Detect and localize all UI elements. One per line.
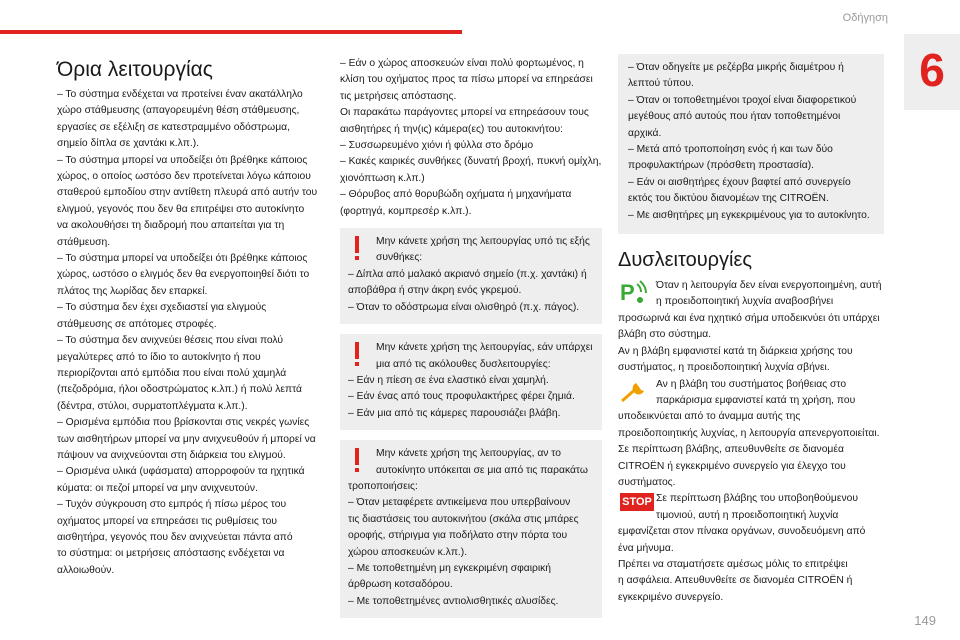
text-line: Πρέπει να σταματήσετε αμέσως μόλις το επιτρέψει — [618, 558, 848, 570]
text-line: – Εάν μια από τις κάμερες παρουσιάζει βλάβη. — [348, 407, 561, 419]
text-line: – Συσσωρευμένο χιόνι ή φύλλα στο δρόμο — [340, 140, 534, 152]
warning-intro — [376, 234, 594, 267]
text-line: κύματα: οι πεζοί μπορεί να μην ανιχνευτούν. — [57, 482, 258, 494]
text-line: παρκάρισμα εμφανιστεί κατά τη χρήση, που — [656, 394, 856, 406]
stop-warning-icon — [618, 491, 656, 521]
text-line: – Το σύστημα δεν ανιχνεύει θέσεις που είναι πολύ — [57, 335, 283, 347]
text-line: Σε περίπτωση βλάβης, απευθυνθείτε σε διανομέα — [618, 444, 844, 456]
text-line: κλίση του οχήματος προς τα πίσω μπορεί να επηρεάσει — [340, 74, 593, 86]
text-line: πάψουν να ανιχνεύονται στη διάρκεια του ελιγμού. — [57, 449, 286, 461]
warning-list — [348, 373, 594, 422]
text-line: – Με αισθητήρες μη εγκεκριμένους για το αυτοκίνητο. — [628, 209, 870, 221]
text-line: – Εάν η πίεση σε ένα ελαστικό είναι χαμηλή. — [348, 374, 549, 386]
text-line: – Εάν ένας από τους προφυλακτήρες φέρει ζημιά. — [348, 391, 575, 403]
svg-text:P: P — [620, 280, 635, 306]
text-line: (δέντρα, στύλοι, συρματοπλέγματα κ.λπ.). — [57, 400, 248, 412]
text-line: χώρος, ωστόσο ο ελιγμός δεν θα ενεργοποιηθεί διότι το — [57, 269, 310, 281]
text-line: μεγέθους από αυτούς που ήταν τοποθετημένοι — [628, 111, 841, 123]
text-line: εμφανίζεται στον πίνακα οργάνων, συνοδευόμενη από — [618, 526, 866, 538]
text-line: (φορτηγά, κομπρεσέρ κ.λπ.). — [340, 205, 472, 217]
text-line: χώρος, ο οποίος ωστόσο δεν προτείνεται λόγω κάποιου — [57, 171, 311, 183]
text-line: Όταν η λειτουργία δεν είναι ενεργοποιημένη, αυτή — [656, 280, 882, 292]
text-line: – Όταν μεταφέρετε αντικείμενα που υπερβαίνουν — [348, 497, 571, 509]
continued-warning-box — [618, 54, 884, 234]
text-line: – Όταν το οδόστρωμα είναι ολισθηρό (π.χ. πάγος). — [348, 301, 580, 313]
malfunction-paragraph-1-rest — [618, 311, 884, 377]
text-line: – Το σύστημα μπορεί να υποδείξει ότι βρέθηκε κάποιος — [57, 253, 308, 265]
text-line: – Με τοποθετημένη μη εγκεκριμένη σφαιρική — [348, 562, 552, 574]
text-line: βλάβη στο σύστημα. — [618, 329, 712, 341]
text-line: Μην κάνετε χρήση της λειτουργίας υπό τις εξής — [376, 236, 590, 248]
text-line: η ασφάλεια. Απευθυνθείτε σε διανομέα CITROËN ή — [618, 575, 853, 587]
malfunction-paragraph-2 — [656, 377, 884, 410]
heading-malfunctions: Δυσλειτουργίες — [618, 249, 753, 272]
chapter-number: 6 — [904, 34, 960, 110]
text-line: λεπτού τύπου. — [628, 78, 694, 90]
page-number: 149 — [914, 613, 936, 628]
text-line: Οι παρακάτω παράγοντες μπορεί να επηρεάσουν τους — [340, 107, 589, 119]
text-line: ένα μήνυμα. — [618, 542, 674, 554]
text-line: πλάτος της λωρίδας δεν επαρκεί. — [57, 285, 208, 297]
text-line: μια από τις ακόλουθες δυσλειτουργίες: — [376, 358, 551, 370]
text-line: σημείο δίπλα σε χαντάκι κ.λπ.). — [57, 138, 200, 150]
warning-exclamation-icon — [348, 446, 376, 476]
text-line: μεγαλύτερες από το ίδιο το αυτοκίνητο ή που — [57, 351, 261, 363]
text-line: – Δίπλα από μαλακό ακριανό σημείο (π.χ. χαντάκι) ή — [348, 268, 587, 280]
text-line: τις διαστάσεις του αυτοκινήτου (σκάλα στις μπάρες — [348, 513, 579, 525]
text-line: εργασίες σε εξέλιξη σε κατεστραμμένο οδόστρωμα, — [57, 121, 290, 133]
warning-list — [348, 267, 594, 316]
text-line: χιονόπτωση κ.λπ.) — [340, 172, 425, 184]
text-line: – Όταν οδηγείτε με ρεζέρβα μικρής διαμέτρου ή — [628, 62, 844, 73]
header-accent-bar — [0, 30, 462, 34]
warning-box-modifications — [340, 440, 602, 618]
text-line: – Το σύστημα δεν έχει σχεδιαστεί για ελιγμούς — [57, 302, 267, 314]
text-line: αλλοιωθούν. — [57, 564, 115, 576]
text-line: προσωρινά και ένα ηχητικό σήμα υποδεικνύει ότι υπάρχει — [618, 312, 880, 324]
text-line: – Με τοποθετημένες αντιολισθητικές αλυσίδες. — [348, 595, 559, 607]
text-line: τροποποιήσεις: — [348, 480, 418, 492]
text-line: συνθήκες: — [376, 252, 423, 264]
text-line: να ακολουθήσει τη διαδρομή που απαιτείται για τη — [57, 220, 285, 232]
text-line: Μην κάνετε χρήση της λειτουργίας, εάν υπάρχει — [376, 342, 593, 354]
heading-operating-limits: Όρια λειτουργίας — [57, 58, 213, 81]
malfunction-paragraph-2-rest — [618, 409, 884, 491]
text-line: – Το σύστημα ενδέχεται να προτείνει έναν ακατάλληλο — [57, 89, 303, 100]
park-assist-green-icon — [618, 278, 656, 308]
text-line: υποδεικνύεται από το άναμμα αυτής της — [618, 411, 801, 423]
text-line: προφυλακτήρων (πρόσθετη προστασία). — [628, 160, 815, 172]
limits-text — [57, 87, 319, 579]
column-2 — [340, 56, 602, 618]
text-line: αυτοκίνητο υπόκειται σε μια από τις παρακάτω — [376, 464, 588, 476]
factors-text — [340, 56, 602, 220]
text-line: Αν η βλάβη του συστήματος βοήθειας στο — [656, 378, 847, 390]
text-line: σταθερού εμποδίου στην αντίθετη πλευρά από αυτήν του — [57, 187, 318, 199]
text-line: – Θόρυβος από θορυβώδη οχήματα ή μηχανήματα — [340, 189, 572, 201]
text-line: χώρο στάθμευσης (απαγορευμένη θέση στάθμευσης, — [57, 105, 300, 117]
text-line: – Μετά από τροποποίηση ενός ή και των δύο — [628, 144, 833, 156]
wrench-warning-icon — [618, 377, 656, 407]
malfunction-paragraph-3-rest — [618, 524, 884, 606]
text-line: αρχικά. — [628, 127, 662, 139]
text-line: συστήματος. — [618, 476, 676, 488]
text-line: τιμονιού, αυτή η προειδοποιητική λυχνία — [656, 509, 839, 521]
text-line: τις μετρήσεις απόστασης. — [340, 90, 457, 102]
warning-box-malfunctions — [340, 334, 602, 430]
text-line: – Εάν οι αισθητήρες έχουν βαφτεί από συνεργείο — [628, 176, 851, 188]
text-line: το σύστημα: οι μετρήσεις απόστασης ενδέχεται να — [57, 548, 285, 560]
text-line: Αν η βλάβη εμφανιστεί κατά τη διάρκεια χρήσης του — [618, 345, 853, 357]
text-line: – Εάν ο χώρος αποσκευών είναι πολύ φορτωμένος, η — [340, 58, 584, 69]
text-line: προειδοποιητικής λυχνίας, η λειτουργία απενεργοποιείται. — [618, 427, 880, 439]
text-line: χώρου αποσκευών κ.λπ.). — [348, 546, 468, 558]
warning-exclamation-icon — [348, 234, 376, 264]
text-line: – Όταν οι τοποθετημένοι τροχοί είναι διαφορετικού — [628, 94, 857, 106]
text-line: – Κακές καιρικές συνθήκες (δυνατή βροχή, πυκνή ομίχλη, — [340, 156, 602, 168]
stop-badge: STOP — [620, 493, 654, 511]
text-line: – Ορισμένα εμπόδια που βρίσκονται στις νεκρές γωνίες — [57, 417, 310, 429]
text-line: στάθμευσης σε απότομες στροφές. — [57, 318, 217, 330]
text-line: – Το σύστημα μπορεί να υποδείξει ότι βρέθηκε κάποιος — [57, 154, 308, 166]
text-line: οχήματος μπορεί να επηρεάσει τις ρυθμίσεις του — [57, 515, 277, 527]
text-line: άρθρωση κοτσαδόρου. — [348, 579, 453, 591]
malfunction-paragraph-3 — [656, 491, 884, 524]
text-line: εγκεκριμένο συνεργείο. — [618, 591, 724, 603]
warning-box-conditions — [340, 228, 602, 324]
text-line: ελιγμού, γεγονός που δεν θα επιτρέψει στο αυτοκίνητο — [57, 203, 305, 215]
warning-intro — [376, 340, 594, 373]
text-line: – Τυχόν σύγκρουση στο εμπρός ή πίσω μέρος του — [57, 499, 287, 511]
text-line: (πεζοδρόμια, ήλοι οδοστρώματος κ.λπ.) ή πολύ λεπτά — [57, 384, 302, 396]
text-line: CITROËN ή εγκεκριμένο συνεργείο για έλεγχο του — [618, 460, 846, 472]
text-line: αποβάθρα ή στην άκρη ενός γκρεμού. — [348, 285, 522, 297]
text-line: των αισθητήρων μπορεί να μην ανιχνευθούν ή μπορεί να — [57, 433, 316, 445]
warning-intro — [376, 446, 594, 479]
column-1 — [57, 58, 319, 579]
warning-list — [348, 479, 594, 610]
text-line: οροφής, στήριγμα για ποδήλατο στην πόρτα του — [348, 530, 568, 542]
warning-exclamation-icon — [348, 340, 376, 370]
text-line: – Ορισμένα υλικά (υφάσματα) απορροφούν τα ηχητικά — [57, 466, 305, 478]
text-line: εκτός του δικτύου διανομέων της CITROËN. — [628, 193, 829, 205]
text-line: Μην κάνετε χρήση της λειτουργίας, αν το — [376, 448, 561, 460]
column-3 — [618, 54, 884, 606]
text-line: Σε περίπτωση βλάβης του υποβοηθούμενου — [656, 493, 858, 505]
text-line: περιορίζονται από εμπόδια που είναι πολύ χαμηλά — [57, 367, 287, 379]
text-line: συστήματος, η προειδοποιητική λυχνία σβήνει. — [618, 362, 830, 374]
text-line: στάθμευση. — [57, 236, 111, 248]
text-line: αισθητήρες ή την(ις) κάμερα(ες) του αυτοκινήτου: — [340, 123, 564, 135]
text-line: η προειδοποιητική λυχνία αναβοσβήνει — [656, 296, 834, 308]
text-line: αισθητήρα, γεγονός που δεν ανιχνεύεται πάντα από — [57, 531, 293, 543]
malfunction-paragraph-1 — [656, 278, 884, 311]
section-title: Οδήγηση — [842, 12, 888, 24]
